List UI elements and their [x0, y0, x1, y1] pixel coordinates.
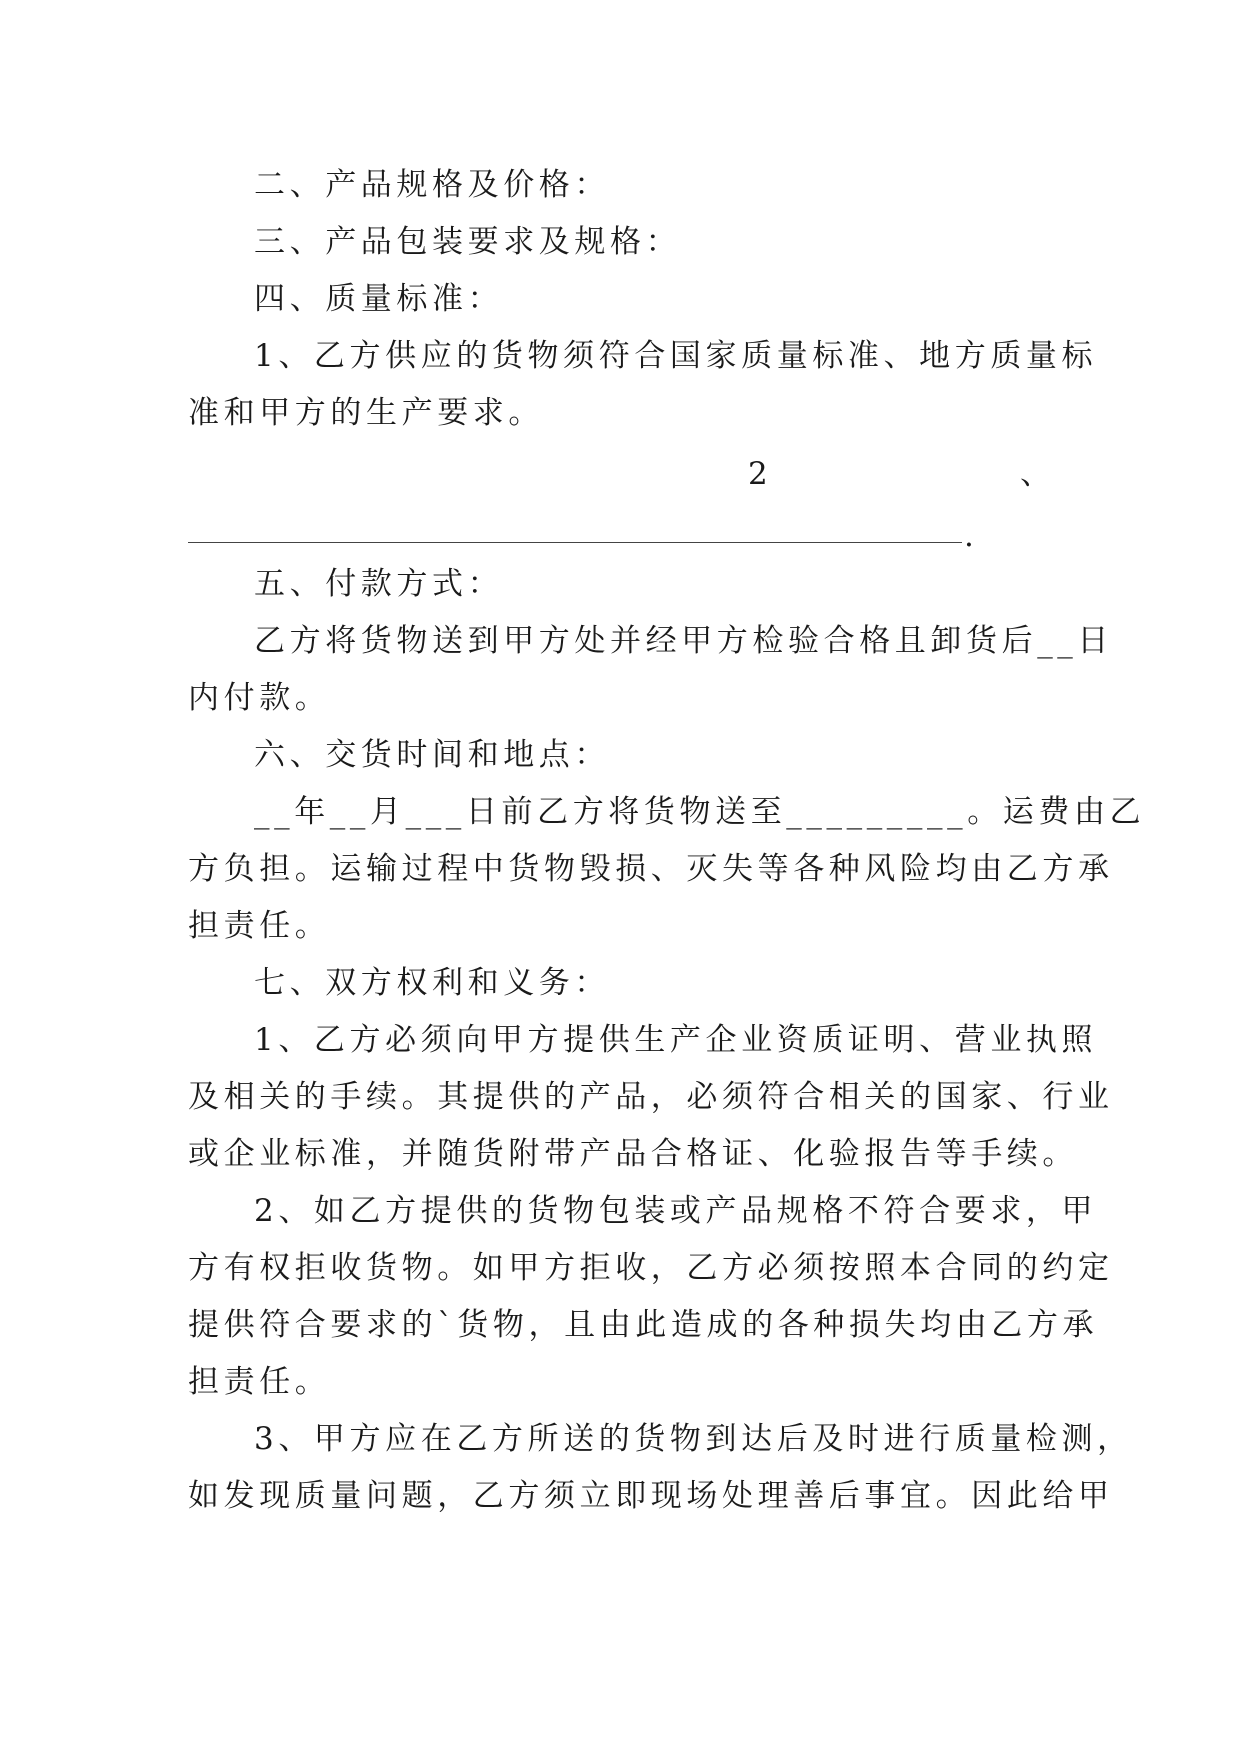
section-heading-specs-price: 二、产品规格及价格： [254, 167, 610, 203]
section-heading-quality: 四、质量标准： [254, 281, 504, 317]
paragraph-line: 或企业标准，并随货附带产品合格证、化验报告等手续。 [188, 1136, 1078, 1172]
section-heading-rights: 七、双方权利和义务： [254, 965, 610, 1001]
item-two-comma: 、 [1020, 456, 1051, 492]
paragraph-line: 2、如乙方提供的货物包装或产品规格不符合要求，甲 [254, 1193, 1098, 1229]
section-heading-delivery: 六、交货时间和地点： [254, 737, 610, 773]
paragraph-line: 1、乙方必须向甲方提供生产企业资质证明、营业执照 [254, 1022, 1098, 1058]
section-heading-packaging: 三、产品包装要求及规格： [254, 224, 682, 260]
paragraph-line: 及相关的手续。其提供的产品，必须符合相关的国家、行业 [188, 1079, 1114, 1115]
paragraph-line: 方有权拒收货物。如甲方拒收，乙方必须按照本合同的约定 [188, 1250, 1114, 1286]
paragraph-line: 提供符合要求的`货物，且由此造成的各种损失均由乙方承 [188, 1307, 1099, 1343]
paragraph-line: 1、乙方供应的货物须符合国家质量标准、地方质量标 [254, 338, 1098, 374]
paragraph-line: 乙方将货物送到甲方处并经甲方检验合格且卸货后__日 [254, 623, 1113, 659]
paragraph-line: 3、甲方应在乙方所送的货物到达后及时进行质量检测， [254, 1421, 1133, 1457]
paragraph-line: __年__月___日前乙方将货物送至_________。运费由乙 [254, 794, 1146, 830]
paragraph-line: 担责任。 [188, 908, 331, 944]
paragraph-line: 准和甲方的生产要求。 [188, 395, 544, 431]
section-heading-payment: 五、付款方式： [254, 566, 504, 602]
item-two-number: 2 [748, 456, 768, 492]
paragraph-line: 如发现质量问题，乙方须立即现场处理善后事宜。因此给甲 [188, 1478, 1114, 1514]
paragraph-line: 内付款。 [188, 680, 331, 716]
paragraph-line: 担责任。 [188, 1364, 331, 1400]
blank-fill-line [188, 542, 962, 543]
blank-line-end: . [964, 518, 974, 554]
paragraph-line: 方负担。运输过程中货物毁损、灭失等各种风险均由乙方承 [188, 851, 1114, 887]
